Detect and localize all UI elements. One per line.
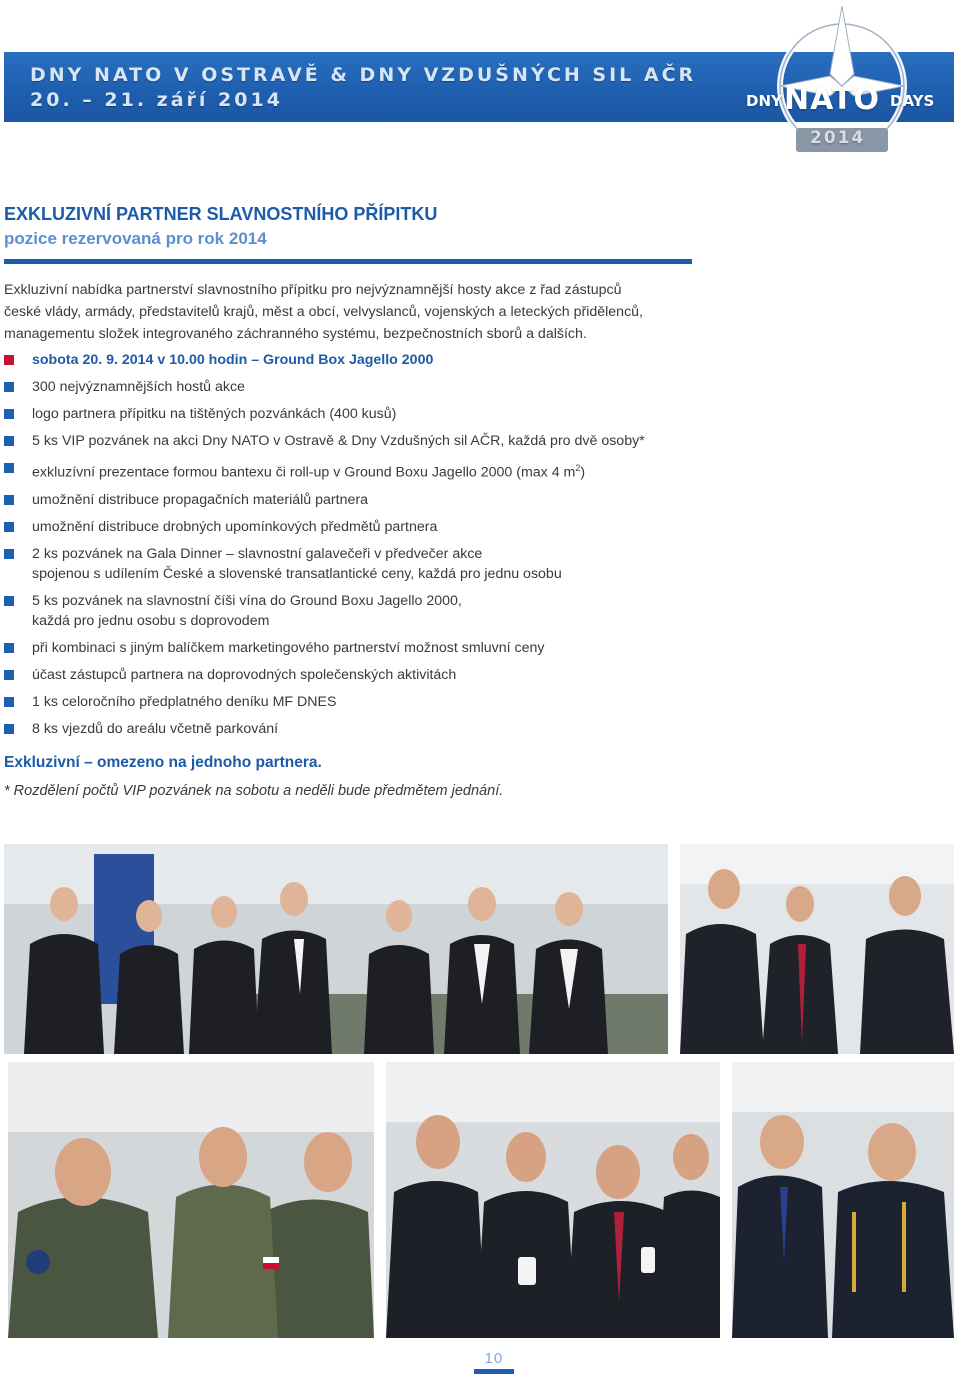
logo-days-text: DAYS xyxy=(890,92,935,110)
square-bullet-icon xyxy=(4,549,14,559)
list-item-text: umožnění distribuce drobných upomínkových předmětů partnera xyxy=(32,518,438,535)
intro-line: české vlády, armády, představitelů krajů, měst a obcí, velvyslanců, vojenských a leteckých přidělenců, xyxy=(4,304,643,320)
list-item-text: 5 ks VIP pozvánek na akci Dny NATO v Ostravě & Dny Vzdušných sil AČR, každá pro dvě osoby* xyxy=(32,433,645,449)
list-item xyxy=(4,517,724,537)
intro-paragraph xyxy=(4,279,744,345)
list-item xyxy=(4,719,724,739)
list-item xyxy=(4,431,724,451)
list-item xyxy=(4,404,724,424)
list-item xyxy=(4,458,724,483)
list-item-text: při kombinaci s jiným balíčkem marketingového partnerství možnost smluvní ceny xyxy=(32,639,545,656)
square-bullet-icon xyxy=(4,724,14,734)
title-rule xyxy=(4,259,692,264)
square-bullet-icon xyxy=(4,409,14,419)
footnote: * Rozdělení počtů VIP pozvánek na sobotu a neděli bude předmětem jednání. xyxy=(4,783,504,799)
list-item-text: 300 nejvýznamnějších hostů akce xyxy=(32,379,245,395)
list-item xyxy=(4,638,724,658)
list-item-text-line2: spojenou s udílením České a slovenské transatlantické ceny, každá pro jednu osobu xyxy=(32,565,562,582)
list-item-text: 8 ks vjezdů do areálu včetně parkování xyxy=(32,720,279,737)
list-item xyxy=(4,377,724,397)
square-bullet-icon xyxy=(4,596,14,606)
list-item xyxy=(4,490,724,510)
list-item-text: exkluzívní prezentace formou bantexu či roll-up v Ground Boxu Jagello 2000 (max 4 m xyxy=(32,464,576,481)
superscript: 2 xyxy=(575,463,581,473)
square-bullet-icon xyxy=(4,463,14,473)
list-item-text: logo partnera přípitku na tištěných pozvánkách (400 kusů) xyxy=(32,406,397,422)
list-item-text: 1 ks celoročního předplatného deníku MF DNES xyxy=(32,693,337,710)
list-item xyxy=(4,591,724,631)
page-title: EXKLUZIVNÍ PARTNER SLAVNOSTNÍHO PŘÍPITKU xyxy=(4,204,438,224)
logo-year-text: 2014 xyxy=(810,128,866,148)
logo-dny-text: DNY xyxy=(746,92,782,110)
nato-days-logo xyxy=(740,4,952,154)
page-subtitle: pozice rezervovaná pro rok 2014 xyxy=(4,229,267,248)
list-item xyxy=(4,665,724,685)
list-item-text-line2: každá pro jednu osobu s doprovodem xyxy=(32,612,270,629)
photo-speech-group xyxy=(4,844,668,1054)
event-time: sobota 20. 9. 2014 v 10.00 hodin – Ground Box Jagello 2000 xyxy=(32,352,434,368)
square-bullet-icon xyxy=(4,522,14,532)
square-bullet-icon xyxy=(4,382,14,392)
list-item xyxy=(4,692,724,712)
list-item-text: umožnění distribuce propagačních materiálů partnera xyxy=(32,491,368,508)
event-dates: 20. – 21. září 2014 xyxy=(30,89,283,111)
square-bullet-icon xyxy=(4,697,14,707)
square-bullet-icon xyxy=(4,355,14,365)
square-bullet-icon xyxy=(4,643,14,653)
list-item-text: 2 ks pozvánek na Gala Dinner – slavnostní galavečeři v předvečer akce xyxy=(32,545,483,562)
list-item-text: účast zástupců partnera na doprovodných společenských aktivitách xyxy=(32,666,457,683)
photo-guests xyxy=(386,1062,720,1338)
page-number: 10 xyxy=(484,1350,504,1367)
list-item xyxy=(4,544,724,584)
logo-nato-text: NATO xyxy=(784,82,880,117)
event-title: DNY NATO V OSTRAVĚ & DNY VZDUŠNÝCH SIL AČR xyxy=(30,64,697,86)
list-item-text: 5 ks pozvánek na slavnostní číši vína do Ground Boxu Jagello 2000, xyxy=(32,592,462,609)
photo-conversation xyxy=(680,844,954,1054)
intro-line: Exkluzivní nabídka partnerství slavnostního přípitku pro nejvýznamnější hosty akce z řad zástupců xyxy=(4,282,622,298)
intro-line: managementu složek integrovaného záchranného systému, bezpečnostních sborů a dalších. xyxy=(4,326,587,342)
page-number-bar xyxy=(474,1369,514,1374)
square-bullet-icon xyxy=(4,436,14,446)
photo-officers xyxy=(8,1062,374,1338)
benefit-list xyxy=(4,350,724,739)
list-item xyxy=(4,350,724,370)
photo-uniformed xyxy=(732,1062,954,1338)
square-bullet-icon xyxy=(4,670,14,680)
exclusive-note: Exkluzivní – omezeno na jednoho partnera. xyxy=(4,754,322,771)
square-bullet-icon xyxy=(4,495,14,505)
list-item-text-end: ) xyxy=(580,464,586,481)
